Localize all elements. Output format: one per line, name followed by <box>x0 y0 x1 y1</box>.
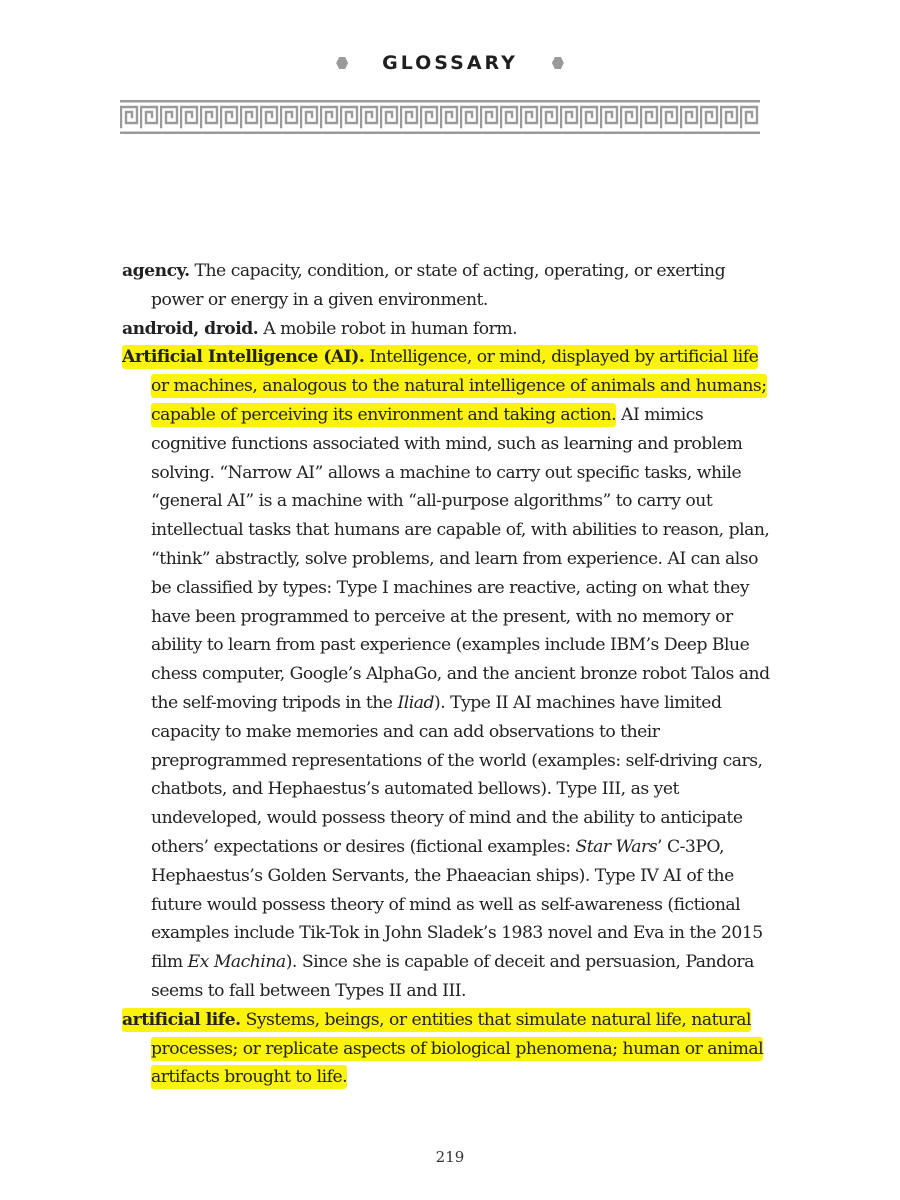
glossary-entry-artificial-intelligence <box>122 343 772 1005</box>
chapter-title: GLOSSARY <box>382 52 518 74</box>
greek-key-border-icon <box>120 100 760 134</box>
entry-definition: Systems, beings, or entities that simulate natural life, natural processes; or replicate aspects of biological phenomena; human or animal artifacts brought to life. <box>151 1009 764 1088</box>
entry-term: android, droid. <box>122 318 259 339</box>
chapter-header <box>0 52 900 74</box>
page-number: 219 <box>435 1148 465 1166</box>
entry-definition: The capacity, condition, or state of acting, operating, or exerting power or energy in a given environment. <box>151 261 726 310</box>
hexagon-ornament-right-icon <box>552 57 564 69</box>
entry-term: Artificial Intelligence (AI). <box>122 347 365 368</box>
entry-text: ). Type II AI machines have limited capacity to make memories and can add observations to their preprogrammed representations of the world (examples: self-driving cars, chatbots, and Hephaestus’s automated bellows). Type III, as yet undeveloped, would possess theory of mind and the ability to anticipate others’ expectations or desires (fictional examples: <box>151 692 763 857</box>
entry-definition: A mobile robot in human form. <box>258 318 518 339</box>
glossary-entry-android <box>122 315 772 344</box>
italic-title-star-wars: Star Wars <box>575 836 658 857</box>
glossary-entry-agency <box>122 257 772 315</box>
entry-term: agency. <box>122 261 190 281</box>
entry-text: ). Since she is capable of deceit and persuasion, Pandora seems to fall between Types II and III. <box>151 952 754 1001</box>
hexagon-ornament-left-icon <box>336 57 348 69</box>
entry-text: ’ C-3PO, Hephaestus’s Golden Servants, the Phaeacian ships). Type IV AI of the future would possess theory of mind as well as self-awareness (fictional examples include Tik-Tok in John Sladek’s 1983 novel and Eva in the 2015 film <box>151 836 763 973</box>
entry-text: AI mimics cognitive functions associated with mind, such as learning and problem solving. “Narrow AI” allows a machine to carry out specific tasks, while “general AI” is a machine with “all-purpose algorithms” to carry out intellectual tasks that humans are capable of, with abilities to reason, plan, “think” abstractly, solve problems, and learn from experience. AI can also be classified by types: Type I machines are reactive, acting on what they have been programmed to perceive at the present, with no memory or ability to learn from past experience (examples include IBM’s Deep Blue chess computer, Google’s AlphaGo, and the ancient bronze robot Talos and the self-moving tripods in the <box>151 404 770 713</box>
entry-definition: Intelligence, or mind, displayed by artificial life or machines, analogous to the natural intelligence of animals and humans; capable of perceiving its environment and taking action. <box>151 347 767 425</box>
glossary-entries <box>122 257 772 1092</box>
entry-term: artificial life. <box>122 1009 241 1030</box>
italic-title-iliad: Iliad <box>397 692 434 713</box>
italic-title-ex-machina: Ex Machina <box>187 952 286 973</box>
glossary-entry-artificial-life <box>122 1006 772 1092</box>
highlighted-passage <box>122 1008 763 1090</box>
